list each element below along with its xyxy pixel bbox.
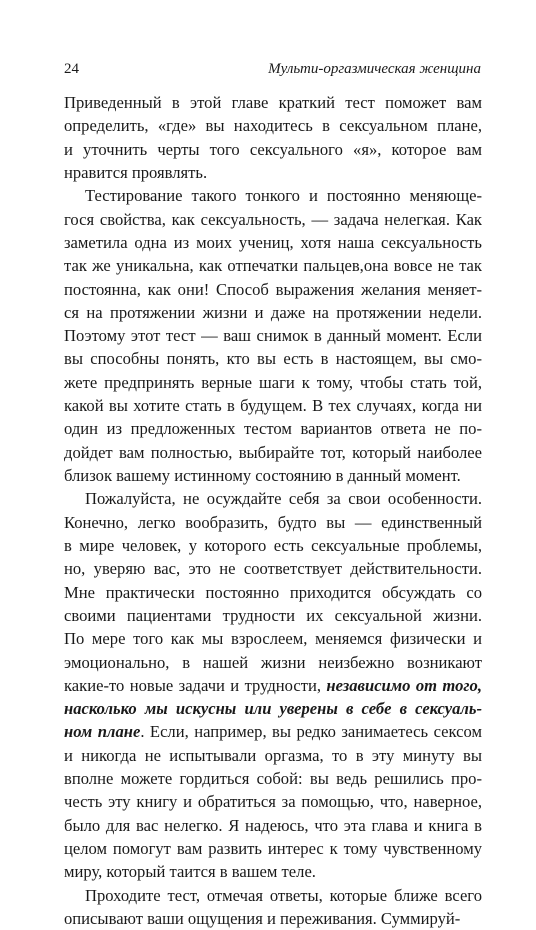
text-segment: какой вы хотите стать в будущем. В тех случаях, когда ни: [64, 396, 482, 416]
text-segment: Проходите тест, отмечая ответы, которые ближе всего: [85, 885, 482, 905]
text-segment: эмоционально, в нашей жизни неизбежно возникают: [64, 652, 482, 672]
text-line: [64, 347, 482, 370]
text-segment: нравится проявлять.: [64, 162, 208, 182]
text-segment: описывают ваши ощущения и переживания. Суммируй-: [64, 908, 461, 928]
text-line: [64, 371, 482, 394]
text-segment: заметила одна из моих учениц, хотя наша сексуальность: [64, 232, 482, 252]
text-line: [64, 231, 482, 254]
text-segment: По мере того как мы взрослеем, меняемся физически и: [64, 629, 482, 649]
text-line: [64, 184, 482, 207]
text-line: [64, 394, 482, 417]
text-segment: постоянна, как они! Способ выражения желания меняет-: [64, 279, 482, 299]
text-line: [64, 744, 482, 767]
text-line: [64, 720, 482, 743]
text-line: [64, 278, 482, 301]
text-line: [64, 837, 482, 860]
text-line: [64, 138, 482, 161]
text-line: [64, 604, 482, 627]
text-line: [64, 441, 482, 464]
text-segment: Мне практически постоянно приходится обсуждать со: [64, 582, 482, 602]
text-line: [64, 884, 482, 907]
text-line: [64, 627, 482, 650]
text-line: [64, 697, 482, 720]
text-segment: какие-то новые задачи и трудности,: [64, 675, 327, 695]
text-segment: и уточнить черты того сексуального «я», которое вам: [64, 139, 482, 159]
text-segment: Пожалуйста, не осуждайте себя за свои особенности.: [85, 489, 482, 509]
text-line: [64, 114, 482, 137]
text-line: [64, 417, 482, 440]
text-segment: гося свойства, как сексуальность, — задача нелегкая. Как: [64, 209, 482, 229]
text-line: [64, 651, 482, 674]
text-segment: близок вашему истинному состоянию в данный момент.: [64, 466, 461, 485]
page-number: 24: [64, 61, 79, 77]
text-line: [64, 814, 482, 837]
text-segment: вы способны понять, кто вы есть в настоящем, вы смо-: [64, 349, 482, 369]
text-line: [64, 487, 482, 510]
text-segment: в мире человек, у которого есть сексуальные проблемы,: [64, 535, 482, 555]
text-segment: и никогда не испытывали оргазма, то в эту минуту вы: [64, 745, 482, 765]
text-line: [64, 767, 482, 790]
text-segment: миру, который таится в вашем теле.: [64, 862, 316, 882]
text-segment: так же уникальна, как отпечатки пальцев,она вовсе не так: [64, 256, 482, 276]
text-line: [64, 674, 482, 697]
text-line: [64, 324, 482, 347]
text-line: [64, 534, 482, 557]
text-segment: ся на протяжении жизни и даже на протяжении недели.: [64, 302, 482, 322]
text-line: [64, 208, 482, 231]
text-segment: было для вас нелегко. Я надеюсь, что эта глава и книга в: [64, 815, 482, 835]
text-segment: вполне можете гордиться собой: вы ведь решились про-: [64, 769, 482, 789]
text-segment: Конечно, легко вообразить, будто вы — единственный: [64, 512, 482, 532]
text-line: [64, 301, 482, 324]
emphasized-text: независимо от того,: [326, 675, 482, 695]
text-segment: честь эту книгу и обратиться за помощью, что, наверное,: [64, 792, 482, 812]
text-segment: жете предпринять верные шаги к тому, чтобы стать той,: [64, 372, 482, 392]
text-line: [64, 161, 482, 184]
text-segment: Поэтому этот тест — ваш снимок в данный момент. Если: [64, 326, 482, 346]
text-segment: но, уверяю вас, это не соответствует действительности.: [64, 559, 482, 579]
text-segment: дойдет вам полностью, выбирайте тот, который наиболее: [64, 442, 482, 462]
text-line: [64, 581, 482, 604]
text-line: [64, 254, 482, 277]
text-segment: один из предложенных тестом вариантов ответа не по-: [64, 419, 482, 439]
text-segment: Приведенный в этой главе краткий тест поможет вам: [64, 93, 482, 112]
book-title: Мульти-оргазмическая женщина: [268, 61, 481, 77]
text-segment: Тестирование такого тонкого и постоянно меняюще-: [85, 186, 482, 206]
text-line: [64, 511, 482, 534]
emphasized-text: ном плане: [64, 722, 141, 742]
running-head: [64, 58, 481, 80]
text-segment: . Если, например, вы редко занимаетесь сексом: [140, 722, 482, 742]
text-line: [64, 860, 482, 883]
text-line: [64, 790, 482, 813]
text-segment: своими пациентами трудности их сексуальной жизни.: [64, 605, 482, 625]
text-segment: определить, «где» вы находитесь в сексуальном плане,: [64, 116, 482, 136]
text-line: [64, 91, 482, 114]
text-line: [64, 464, 482, 487]
text-line: [64, 557, 482, 580]
body-text: [64, 91, 482, 930]
text-segment: целом помогут вам развить интерес к тому чувственному: [64, 839, 482, 858]
text-line: [64, 907, 482, 930]
emphasized-text: насколько мы искусны или уверены в себе в сексуаль-: [64, 699, 482, 719]
